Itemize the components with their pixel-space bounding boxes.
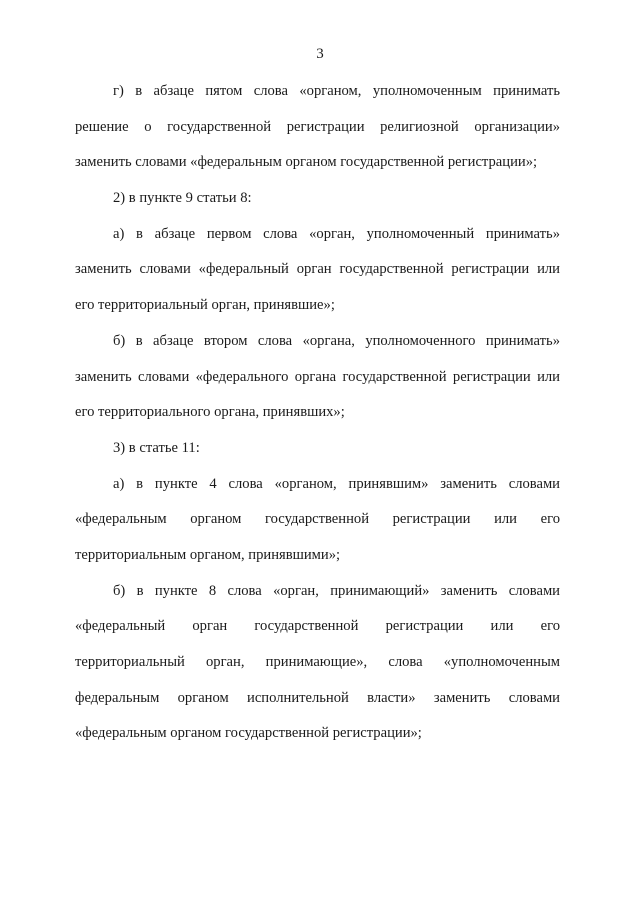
- text-line: его территориального органа, принявших»;: [75, 404, 345, 421]
- text-line: заменить словами «федеральным органом государственной регистрации»;: [75, 154, 538, 171]
- paragraph-a-punkt-4: [75, 467, 560, 574]
- text-line: а) в пункте 4 слова «органом, принявшим» заменить словами: [113, 475, 560, 492]
- text-line: территориальный орган, принимающие», слова «уполномоченным: [75, 654, 560, 670]
- text-line: заменить словами «федерального органа государственной регистрации или: [75, 368, 560, 385]
- text-line: б) в пункте 8 слова «орган, принимающий» заменить словами: [113, 582, 560, 599]
- paragraph-g-abzac-5: [75, 74, 560, 181]
- text-line: «федеральным органом государственной регистрации»;: [75, 725, 422, 742]
- text-line: его территориальный орган, принявшие»;: [75, 297, 335, 314]
- text-line: «федеральный орган государственной регистрации или его: [75, 618, 560, 635]
- text-line: решение о государственной регистрации религиозной организации»: [75, 118, 560, 135]
- text-line: федеральным органом исполнительной власти» заменить словами: [75, 689, 560, 706]
- page-number: 3: [316, 46, 324, 62]
- text-line: «федеральным органом государственной регистрации или его: [75, 511, 560, 528]
- paragraph-item-3: [75, 431, 560, 467]
- paragraph-b-abzac-2: [75, 324, 560, 431]
- paragraph-b-punkt-8: [75, 574, 560, 752]
- paragraph-a-abzac-1: [75, 217, 560, 324]
- text-line: а) в абзаце первом слова «орган, уполномоченный принимать»: [113, 225, 560, 242]
- text-line: 2) в пункте 9 статьи 8:: [113, 190, 252, 207]
- text-line: 3) в статье 11:: [113, 439, 200, 456]
- document-body: [75, 74, 560, 752]
- text-line: заменить словами «федеральный орган государственной регистрации или: [75, 261, 560, 278]
- text-line: территориальным органом, принявшими»;: [75, 546, 341, 563]
- paragraph-item-2: [75, 181, 560, 217]
- text-line: б) в абзаце втором слова «органа, уполномоченного принимать»: [113, 332, 560, 349]
- text-line: г) в абзаце пятом слова «органом, уполномоченным принимать: [113, 83, 560, 99]
